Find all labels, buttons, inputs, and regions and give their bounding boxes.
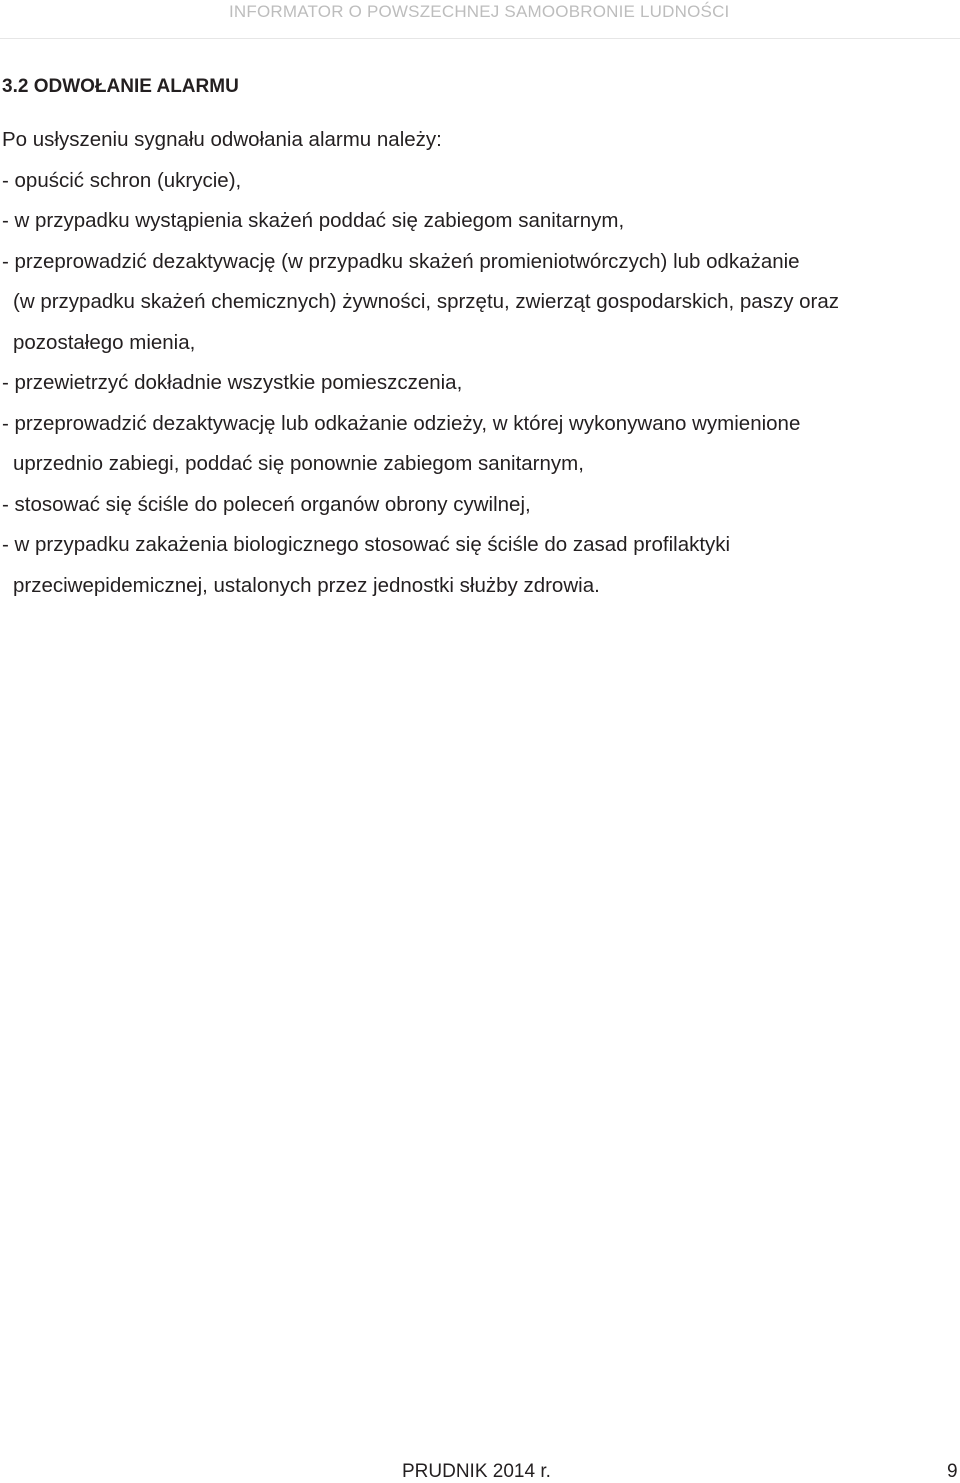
list-item-ventilate: - przewietrzyć dokładnie wszystkie pomieszczenia,	[2, 371, 463, 394]
list-item-clothing-cont: uprzednio zabiegi, poddać się ponownie zabiegom sanitarnym,	[13, 452, 584, 475]
list-item-leave-shelter: - opuścić schron (ukrycie),	[2, 169, 242, 192]
section-intro: Po usłyszeniu sygnału odwołania alarmu należy:	[2, 128, 442, 151]
list-item-biological-cont: przeciwepidemicznej, ustalonych przez jednostki służby zdrowia.	[13, 574, 600, 597]
list-item-decontamination-cont: (w przypadku skażeń chemicznych) żywności, sprzętu, zwierząt gospodarskich, paszy oraz	[13, 290, 840, 313]
list-item-clothing: - przeprowadzić dezaktywację lub odkażanie odzieży, w której wykonywano wymienione	[2, 412, 801, 435]
list-item-civil-defense: - stosować się ściśle do poleceń organów obrony cywilnej,	[2, 493, 531, 516]
page-number: 9	[947, 1461, 958, 1482]
footer-publisher: PRUDNIK 2014 r.	[402, 1461, 551, 1482]
list-item-decontamination: - przeprowadzić dezaktywację (w przypadku skażeń promieniotwórczych) lub odkażanie	[2, 250, 800, 273]
header-divider	[0, 38, 960, 39]
list-item-decontamination-cont: pozostałego mienia,	[13, 331, 196, 354]
running-header: INFORMATOR O POWSZECHNEJ SAMOOBRONIE LUDNOŚCI	[229, 2, 730, 21]
section-title: 3.2 ODWOŁANIE ALARMU	[2, 76, 239, 97]
list-item-biological: - w przypadku zakażenia biologicznego stosować się ściśle do zasad profilaktyki	[2, 533, 731, 556]
list-item-sanitation: - w przypadku wystąpienia skażeń poddać się zabiegom sanitarnym,	[2, 209, 625, 232]
